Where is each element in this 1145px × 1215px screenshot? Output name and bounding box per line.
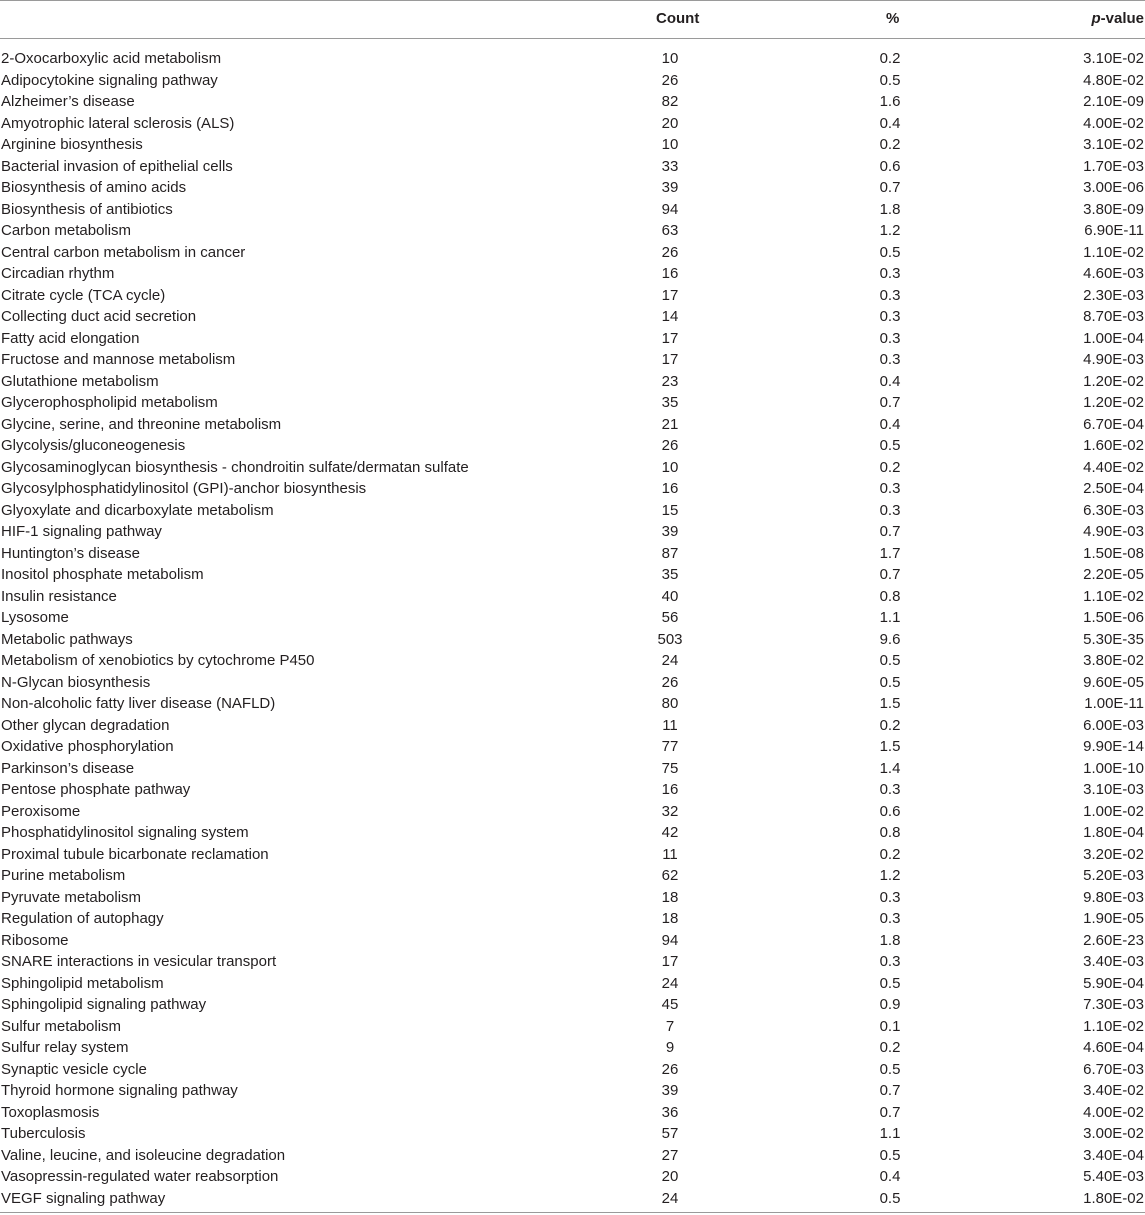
p-value-cell: 3.40E-03 [1083, 953, 1144, 970]
count-cell: 17 [661, 953, 679, 970]
pathway-name-cell: Fatty acid elongation [1, 329, 140, 347]
p-value-cell: 3.10E-02 [1083, 50, 1144, 67]
p-value-cell: 1.00E-04 [1083, 329, 1144, 347]
pathway-name-cell: Oxidative phosphorylation [1, 738, 174, 755]
table-row [0, 673, 1145, 695]
percent-cell: 0.3 [879, 329, 901, 347]
percent-cell: 0.4 [879, 1168, 901, 1185]
count-cell: 32 [661, 802, 679, 820]
p-value-cell: 1.10E-02 [1083, 587, 1144, 605]
percent-cell: 0.3 [879, 308, 901, 325]
count-cell: 11 [662, 716, 678, 734]
table-row [0, 92, 1145, 114]
header-p-rest: -value [1100, 10, 1144, 27]
table-row [0, 372, 1145, 394]
count-cell: 20 [661, 114, 679, 132]
count-cell: 27 [661, 1146, 679, 1164]
pathway-name-cell: Glutathione metabolism [1, 372, 159, 390]
percent-cell: 0.4 [879, 114, 901, 132]
percent-cell: 0.3 [879, 781, 901, 798]
percent-cell: 0.8 [879, 824, 901, 841]
count-cell: 20 [661, 1168, 679, 1185]
count-cell: 16 [661, 265, 679, 282]
pathway-name-cell: Glycine, serine, and threonine metabolism [1, 415, 282, 433]
p-value-cell: 1.00E-10 [1083, 759, 1144, 777]
pathway-name-cell: SNARE interactions in vesicular transport [1, 953, 277, 970]
p-value-cell: 4.90E-03 [1083, 351, 1144, 368]
table-row [0, 393, 1145, 415]
header-p-italic: p [1091, 10, 1101, 27]
table-row [0, 1146, 1145, 1168]
count-cell: 63 [661, 222, 679, 239]
pathway-name-cell: VEGF signaling pathway [1, 1189, 166, 1207]
percent-cell: 0.2 [879, 1039, 901, 1056]
pathway-name-cell: Sulfur relay system [1, 1039, 129, 1056]
count-cell: 24 [661, 652, 679, 669]
p-value-cell: 6.70E-04 [1083, 415, 1144, 433]
pathway-name-cell: Citrate cycle (TCA cycle) [1, 286, 166, 304]
count-cell: 10 [661, 136, 679, 153]
pathway-name-cell: N-Glycan biosynthesis [1, 673, 151, 691]
header-percent: % [886, 10, 900, 27]
table-row [0, 630, 1145, 652]
p-value-cell: 4.80E-02 [1083, 71, 1144, 89]
percent-cell: 0.3 [879, 953, 901, 970]
pathway-name-cell: Peroxisome [1, 802, 81, 820]
p-value-cell: 3.00E-06 [1083, 179, 1144, 196]
p-value-cell: 9.80E-03 [1083, 888, 1144, 906]
count-cell: 16 [661, 781, 679, 798]
pathway-name-cell: Huntington’s disease [1, 544, 140, 562]
table-row [0, 587, 1145, 609]
count-cell: 77 [661, 738, 679, 755]
p-value-cell: 1.00E-11 [1084, 695, 1144, 712]
count-cell: 26 [661, 1060, 679, 1078]
percent-cell: 0.2 [879, 458, 901, 476]
table-header-rule [0, 38, 1145, 39]
pathway-name-cell: Alzheimer’s disease [1, 93, 135, 110]
percent-cell: 1.5 [879, 695, 901, 712]
table-row [0, 1038, 1145, 1060]
p-value-cell: 1.80E-02 [1083, 1189, 1144, 1207]
count-cell: 26 [661, 673, 679, 691]
count-cell: 24 [661, 974, 679, 992]
p-value-cell: 7.30E-03 [1083, 996, 1144, 1013]
table-row [0, 931, 1145, 953]
pathway-name-cell: Pentose phosphate pathway [1, 781, 191, 798]
table-row [0, 49, 1145, 71]
count-cell: 24 [661, 1189, 679, 1207]
pathway-name-cell: Phosphatidylinositol signaling system [1, 824, 249, 841]
table-row [0, 135, 1145, 157]
p-value-cell: 3.40E-02 [1083, 1082, 1144, 1099]
table-row [0, 1103, 1145, 1125]
pathway-name-cell: Central carbon metabolism in cancer [1, 243, 246, 261]
count-cell: 503 [657, 630, 683, 648]
count-cell: 23 [661, 372, 679, 390]
p-value-cell: 1.50E-06 [1083, 609, 1144, 626]
table-row [0, 458, 1145, 480]
table-row [0, 1124, 1145, 1146]
percent-cell: 0.2 [879, 845, 901, 863]
table-row [0, 909, 1145, 931]
count-cell: 35 [661, 394, 679, 411]
pathway-name-cell: Insulin resistance [1, 587, 117, 605]
pathway-name-cell: Toxoplasmosis [1, 1103, 100, 1121]
table-row [0, 565, 1145, 587]
percent-cell: 1.8 [879, 931, 901, 949]
p-value-cell: 3.80E-09 [1083, 200, 1144, 218]
pathway-name-cell: Circadian rhythm [1, 265, 115, 282]
percent-cell: 1.5 [879, 738, 901, 755]
p-value-cell: 1.10E-02 [1083, 1017, 1144, 1035]
count-cell: 94 [661, 200, 679, 218]
pathway-name-cell: Amyotrophic lateral sclerosis (ALS) [1, 114, 235, 132]
pathway-name-cell: Sphingolipid metabolism [1, 974, 164, 992]
p-value-cell: 1.10E-02 [1083, 243, 1144, 261]
p-value-cell: 2.10E-09 [1083, 93, 1144, 110]
p-value-cell: 2.30E-03 [1083, 286, 1144, 304]
percent-cell: 1.7 [879, 544, 901, 562]
count-cell: 56 [661, 609, 679, 626]
table-row [0, 415, 1145, 437]
pathway-name-cell: Metabolism of xenobiotics by cytochrome P450 [1, 652, 315, 669]
p-value-cell: 6.70E-03 [1083, 1060, 1144, 1078]
count-cell: 9 [665, 1039, 675, 1056]
pathway-name-cell: Collecting duct acid secretion [1, 308, 197, 325]
percent-cell: 0.9 [879, 996, 901, 1013]
pathway-name-cell: Vasopressin-regulated water reabsorption [1, 1168, 279, 1185]
p-value-cell: 1.80E-04 [1083, 824, 1144, 841]
pathway-name-cell: Valine, leucine, and isoleucine degradation [1, 1146, 286, 1164]
count-cell: 14 [661, 308, 679, 325]
percent-cell: 0.7 [879, 1103, 901, 1121]
percent-cell: 0.3 [879, 480, 901, 497]
table-row [0, 157, 1145, 179]
table-row [0, 307, 1145, 329]
pathway-name-cell: Biosynthesis of amino acids [1, 179, 187, 196]
p-value-cell: 5.30E-35 [1083, 630, 1144, 648]
count-cell: 10 [661, 458, 679, 476]
table-row [0, 221, 1145, 243]
pathway-name-cell: Non-alcoholic fatty liver disease (NAFLD) [1, 695, 276, 712]
percent-cell: 0.3 [879, 265, 901, 282]
percent-cell: 0.5 [879, 1146, 901, 1164]
p-value-cell: 5.40E-03 [1083, 1168, 1144, 1185]
count-cell: 10 [661, 50, 679, 67]
table-row [0, 802, 1145, 824]
pathway-name-cell: Thyroid hormone signaling pathway [1, 1082, 238, 1099]
table-row [0, 888, 1145, 910]
percent-cell: 0.7 [879, 523, 901, 540]
pathway-name-cell: Carbon metabolism [1, 222, 132, 239]
count-cell: 94 [661, 931, 679, 949]
header-count: Count [656, 10, 700, 27]
p-value-cell: 5.20E-03 [1083, 867, 1144, 884]
table-row [0, 1081, 1145, 1103]
pathway-name-cell: Metabolic pathways [1, 630, 133, 648]
pathway-name-cell: Arginine biosynthesis [1, 136, 143, 153]
pathway-name-cell: Tuberculosis [1, 1125, 86, 1142]
percent-cell: 0.6 [879, 157, 901, 175]
table-row [0, 286, 1145, 308]
pathway-name-cell: Bacterial invasion of epithelial cells [1, 157, 233, 175]
p-value-cell: 4.40E-02 [1083, 458, 1144, 476]
pathway-name-cell: Glycolysis/gluconeogenesis [1, 437, 186, 454]
count-cell: 80 [661, 695, 679, 712]
table-row [0, 694, 1145, 716]
p-value-cell: 4.90E-03 [1083, 523, 1144, 540]
p-value-cell: 2.50E-04 [1083, 480, 1144, 497]
table-row [0, 974, 1145, 996]
percent-cell: 0.5 [879, 652, 901, 669]
percent-cell: 0.3 [879, 910, 901, 927]
percent-cell: 0.7 [879, 394, 901, 411]
pathway-name-cell: Inositol phosphate metabolism [1, 566, 204, 583]
p-value-cell: 6.30E-03 [1083, 501, 1144, 519]
p-value-cell: 3.10E-02 [1083, 136, 1144, 153]
pathway-name-cell: Ribosome [1, 931, 69, 949]
p-value-cell: 1.60E-02 [1083, 437, 1144, 454]
table-row [0, 866, 1145, 888]
pathway-name-cell: Glycerophospholipid metabolism [1, 394, 218, 411]
percent-cell: 0.7 [879, 1082, 901, 1099]
count-cell: 39 [661, 523, 679, 540]
count-cell: 75 [661, 759, 679, 777]
percent-cell: 9.6 [879, 630, 901, 648]
table-row [0, 243, 1145, 265]
p-value-cell: 6.90E-11 [1084, 222, 1144, 239]
percent-cell: 0.5 [879, 437, 901, 454]
count-cell: 62 [661, 867, 679, 884]
table-row [0, 479, 1145, 501]
count-cell: 33 [661, 157, 679, 175]
count-cell: 17 [661, 286, 679, 304]
p-value-cell: 9.90E-14 [1083, 738, 1144, 755]
p-value-cell: 1.20E-02 [1083, 372, 1144, 390]
table-row [0, 1060, 1145, 1082]
percent-cell: 0.3 [879, 351, 901, 368]
table-row [0, 436, 1145, 458]
table-row [0, 71, 1145, 93]
p-value-cell: 3.80E-02 [1083, 652, 1144, 669]
table-row [0, 1167, 1145, 1189]
percent-cell: 1.1 [879, 1125, 901, 1142]
count-cell: 18 [661, 910, 679, 927]
percent-cell: 1.8 [879, 200, 901, 218]
count-cell: 57 [661, 1125, 679, 1142]
count-cell: 39 [661, 179, 679, 196]
p-value-cell: 5.90E-04 [1083, 974, 1144, 992]
percent-cell: 0.5 [879, 673, 901, 691]
table-row [0, 501, 1145, 523]
count-cell: 11 [662, 845, 678, 863]
percent-cell: 0.4 [879, 372, 901, 390]
header-p-value [1091, 10, 1144, 28]
p-value-cell: 4.00E-02 [1083, 1103, 1144, 1121]
pathway-name-cell: Regulation of autophagy [1, 910, 164, 927]
table-row [0, 823, 1145, 845]
percent-cell: 0.5 [879, 1189, 901, 1207]
count-cell: 21 [661, 415, 679, 433]
pathway-name-cell: Pyruvate metabolism [1, 888, 142, 906]
percent-cell: 0.5 [879, 243, 901, 261]
percent-cell: 1.1 [879, 609, 901, 626]
table-row [0, 651, 1145, 673]
percent-cell: 0.4 [879, 415, 901, 433]
table-row [0, 995, 1145, 1017]
pathway-name-cell: Sulfur metabolism [1, 1017, 122, 1035]
pathway-name-cell: Sphingolipid signaling pathway [1, 996, 207, 1013]
table-bottom-rule [0, 1212, 1145, 1213]
p-value-cell: 3.10E-03 [1083, 781, 1144, 798]
pathway-name-cell: Parkinson’s disease [1, 759, 135, 777]
p-value-cell: 3.20E-02 [1083, 845, 1144, 863]
percent-cell: 0.1 [879, 1017, 901, 1035]
p-value-cell: 2.20E-05 [1083, 566, 1144, 583]
p-value-cell: 9.60E-05 [1083, 673, 1144, 691]
pathway-name-cell: Adipocytokine signaling pathway [1, 71, 218, 89]
table-row [0, 952, 1145, 974]
table-row [0, 737, 1145, 759]
table-row [0, 608, 1145, 630]
count-cell: 40 [661, 587, 679, 605]
p-value-cell: 1.00E-02 [1083, 802, 1144, 820]
percent-cell: 0.7 [879, 566, 901, 583]
p-value-cell: 6.00E-03 [1083, 716, 1144, 734]
table-row [0, 350, 1145, 372]
count-cell: 87 [661, 544, 679, 562]
table-row [0, 1189, 1145, 1211]
table-row [0, 264, 1145, 286]
table-header [0, 0, 1145, 38]
p-value-cell: 1.70E-03 [1083, 157, 1144, 175]
p-value-cell: 4.60E-03 [1083, 265, 1144, 282]
count-cell: 39 [661, 1082, 679, 1099]
count-cell: 82 [661, 93, 679, 110]
table-row [0, 114, 1145, 136]
pathway-name-cell: 2-Oxocarboxylic acid metabolism [1, 50, 222, 67]
percent-cell: 0.2 [879, 50, 901, 67]
pathway-name-cell: Lysosome [1, 609, 69, 626]
table-row [0, 200, 1145, 222]
pathway-name-cell: Proximal tubule bicarbonate reclamation [1, 845, 269, 863]
table-row [0, 845, 1145, 867]
count-cell: 15 [661, 501, 679, 519]
percent-cell: 1.4 [879, 759, 901, 777]
pathway-name-cell: Glycosaminoglycan biosynthesis - chondroitin sulfate/dermatan sulfate [1, 458, 469, 476]
table-row [0, 716, 1145, 738]
table-row [0, 780, 1145, 802]
count-cell: 35 [661, 566, 679, 583]
table-row [0, 329, 1145, 351]
count-cell: 7 [665, 1017, 675, 1035]
table-row [0, 544, 1145, 566]
percent-cell: 0.7 [879, 179, 901, 196]
count-cell: 17 [661, 351, 679, 368]
count-cell: 26 [661, 71, 679, 89]
percent-cell: 0.8 [879, 587, 901, 605]
p-value-cell: 4.00E-02 [1083, 114, 1144, 132]
pathway-name-cell: Fructose and mannose metabolism [1, 351, 236, 368]
p-value-cell: 4.60E-04 [1083, 1039, 1144, 1056]
table-row [0, 1017, 1145, 1039]
pathway-name-cell: HIF-1 signaling pathway [1, 523, 162, 540]
p-value-cell: 3.40E-04 [1083, 1146, 1144, 1164]
count-cell: 26 [661, 437, 679, 454]
p-value-cell: 3.00E-02 [1083, 1125, 1144, 1142]
p-value-cell: 1.50E-08 [1083, 544, 1144, 562]
pathway-name-cell: Biosynthesis of antibiotics [1, 200, 173, 218]
percent-cell: 0.3 [879, 501, 901, 519]
pathway-name-cell: Synaptic vesicle cycle [1, 1060, 147, 1078]
percent-cell: 0.5 [879, 1060, 901, 1078]
count-cell: 26 [661, 243, 679, 261]
p-value-cell: 2.60E-23 [1083, 931, 1144, 949]
percent-cell: 0.3 [879, 286, 901, 304]
pathway-name-cell: Glycosylphosphatidylinositol (GPI)-anchor biosynthesis [1, 480, 367, 497]
table-body [0, 49, 1145, 1210]
count-cell: 16 [661, 480, 679, 497]
percent-cell: 0.2 [879, 136, 901, 153]
p-value-cell: 1.20E-02 [1083, 394, 1144, 411]
pathway-name-cell: Glyoxylate and dicarboxylate metabolism [1, 501, 274, 519]
percent-cell: 0.5 [879, 71, 901, 89]
table-row [0, 178, 1145, 200]
count-cell: 36 [661, 1103, 679, 1121]
p-value-cell: 1.90E-05 [1083, 910, 1144, 927]
pathway-name-cell: Purine metabolism [1, 867, 126, 884]
percent-cell: 1.2 [879, 867, 901, 884]
percent-cell: 0.6 [879, 802, 901, 820]
count-cell: 17 [661, 329, 679, 347]
percent-cell: 0.3 [879, 888, 901, 906]
percent-cell: 1.6 [879, 93, 901, 110]
percent-cell: 1.2 [879, 222, 901, 239]
count-cell: 42 [661, 824, 679, 841]
table-row [0, 759, 1145, 781]
p-value-cell: 8.70E-03 [1083, 308, 1144, 325]
count-cell: 18 [661, 888, 679, 906]
pathway-name-cell: Other glycan degradation [1, 716, 170, 734]
count-cell: 45 [661, 996, 679, 1013]
table-row [0, 522, 1145, 544]
percent-cell: 0.2 [879, 716, 901, 734]
percent-cell: 0.5 [879, 974, 901, 992]
